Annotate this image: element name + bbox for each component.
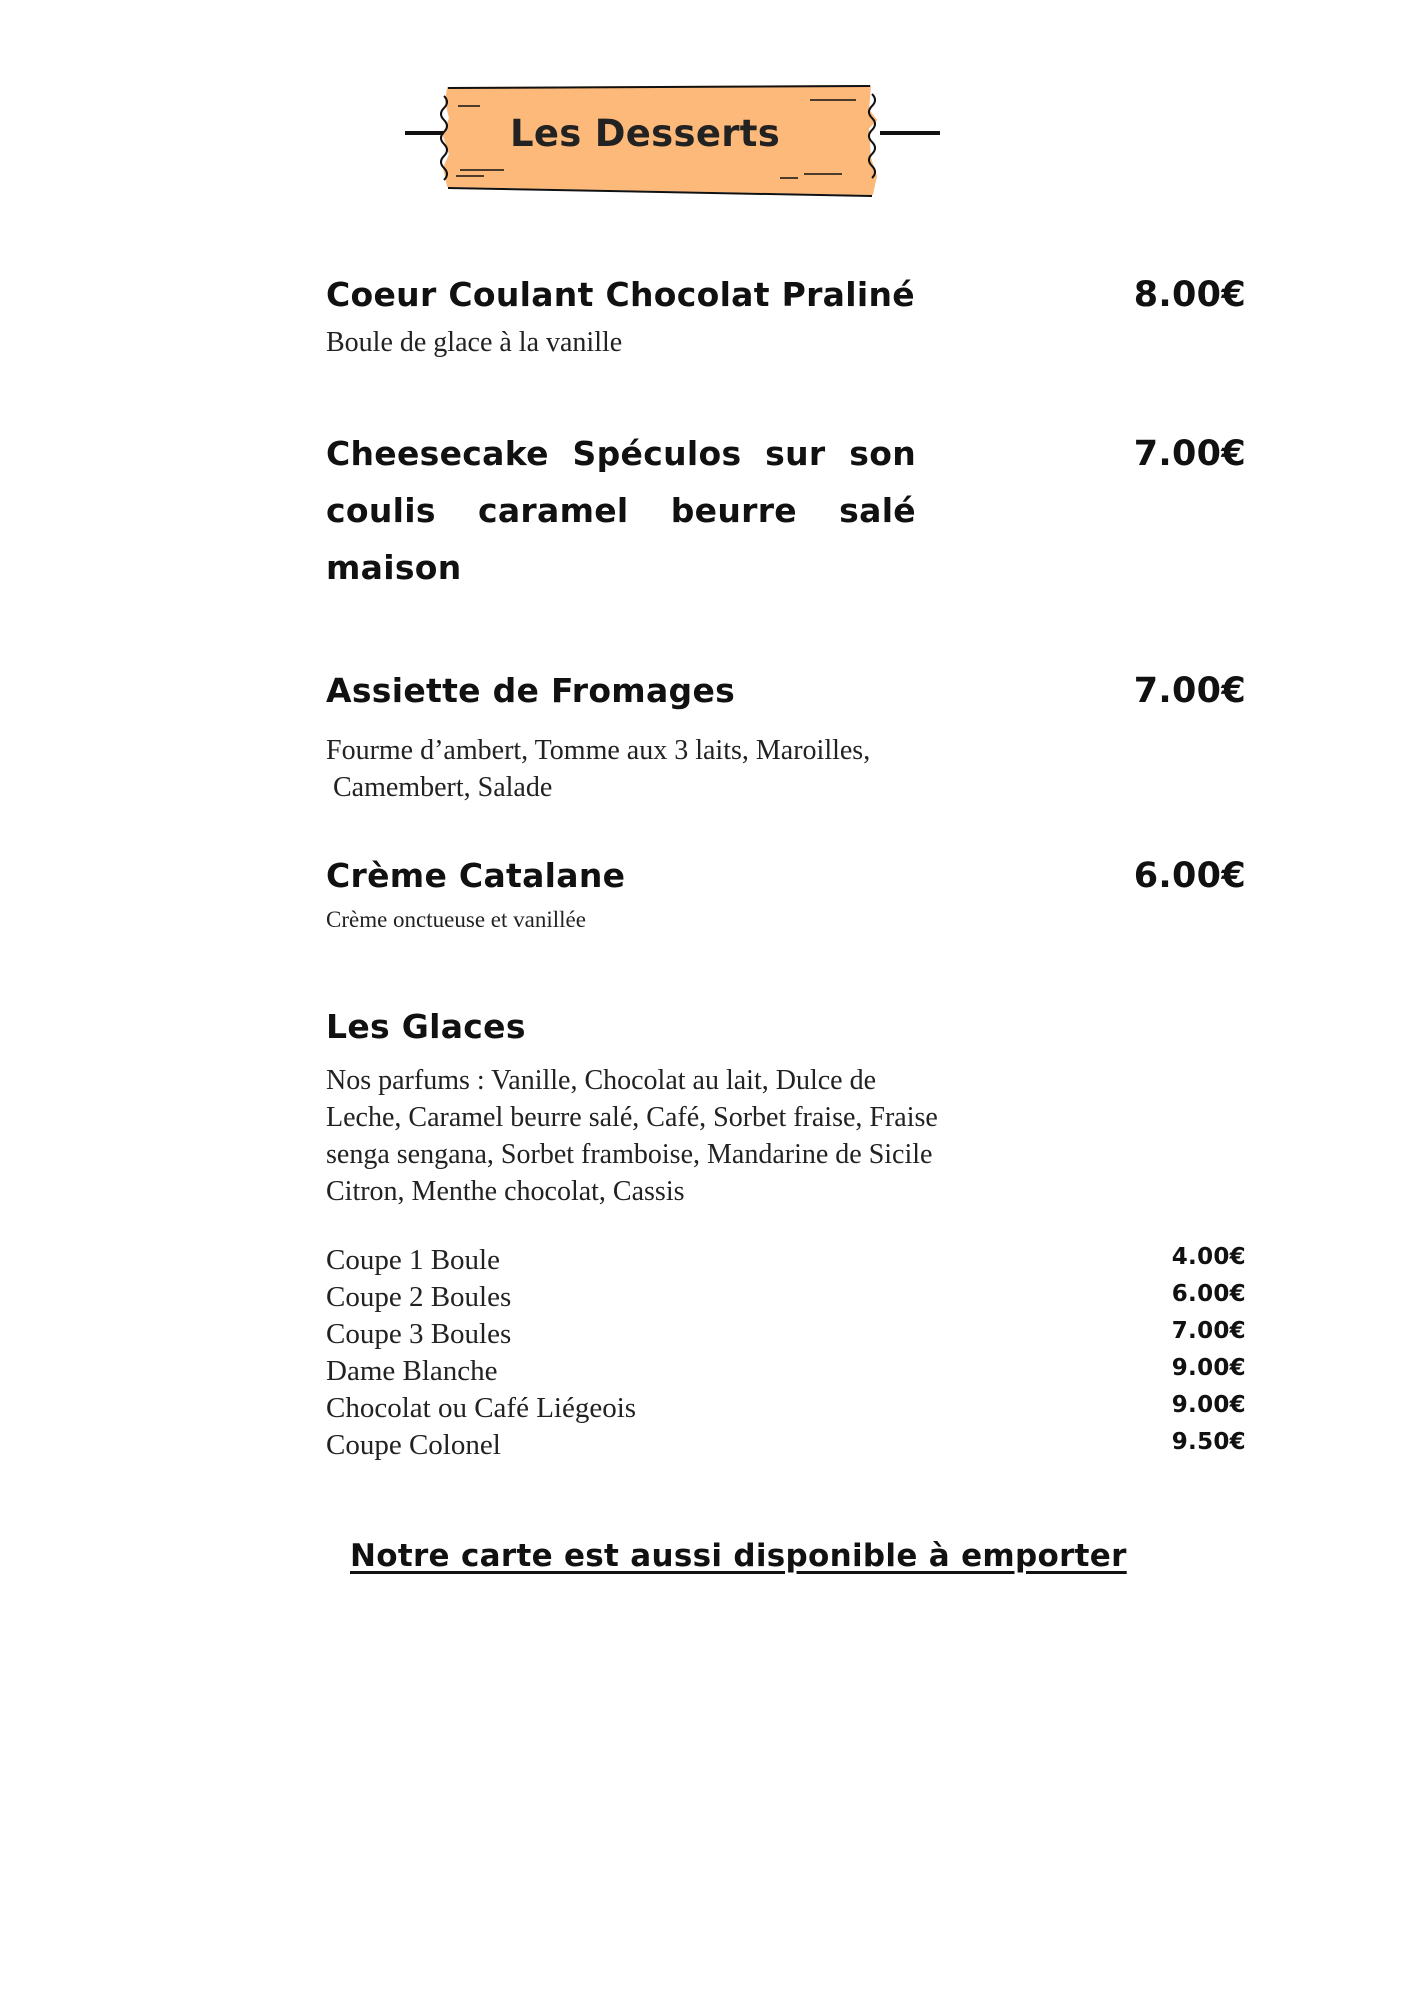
item-description-line: Fourme d’ambert, Tomme aux 3 laits, Maroilles, [326,735,871,766]
item-name: Crème Catalane [326,856,626,895]
glace-price: 4.00€ [1171,1244,1246,1270]
page-title: Les Desserts [510,112,781,155]
flavours-line: senga sengana, Sorbet framboise, Mandarine de Sicile [326,1139,933,1170]
glace-name: Coupe 1 Boule [326,1244,500,1276]
glace-price: 6.00€ [1171,1281,1246,1307]
list-item [326,1427,1246,1464]
item-description: Crème onctueuse et vanillée [326,907,586,932]
item-description: Boule de glace à la vanille [326,327,623,358]
item-name: Cheesecake Spéculos sur son coulis caramel beurre salé maison [326,434,916,587]
glaces-price-list [326,1242,1246,1464]
flavours-line: Nos parfums : Vanille, Chocolat au lait, Dulce de [326,1065,877,1096]
flavours-line: Citron, Menthe chocolat, Cassis [326,1176,685,1207]
glace-name: Coupe 3 Boules [326,1318,512,1350]
glace-price: 9.00€ [1171,1355,1246,1381]
menu-item [326,425,1246,596]
section-title: Les Glaces [326,1007,526,1046]
item-price: 8.00€ [1133,275,1246,315]
list-item [326,1242,1246,1279]
glaces-section [326,998,1246,1210]
glace-name: Chocolat ou Café Liégeois [326,1392,637,1424]
glace-price: 9.50€ [1171,1429,1246,1455]
menu-item [326,662,1246,806]
glace-price: 7.00€ [1171,1318,1246,1344]
glace-name: Coupe 2 Boules [326,1281,512,1313]
glace-price: 9.00€ [1171,1392,1246,1418]
flavours-line: Leche, Caramel beurre salé, Café, Sorbet fraise, Fraise [326,1102,938,1133]
menu-item [326,266,1246,361]
takeaway-note: Notre carte est aussi disponible à emporter [350,1538,1127,1574]
item-price: 7.00€ [1133,434,1246,474]
header-banner [400,62,960,212]
glace-name: Dame Blanche [326,1355,498,1387]
list-item [326,1316,1246,1353]
list-item [326,1353,1246,1390]
item-name: Assiette de Fromages [326,671,736,710]
item-name: Coeur Coulant Chocolat Praliné [326,275,915,314]
list-item [326,1390,1246,1427]
item-price: 7.00€ [1133,671,1246,711]
glace-name: Coupe Colonel [326,1429,501,1461]
item-description-line: Camembert, Salade [326,772,553,803]
item-price: 6.00€ [1133,856,1246,896]
menu-item [326,847,1246,935]
list-item [326,1279,1246,1316]
